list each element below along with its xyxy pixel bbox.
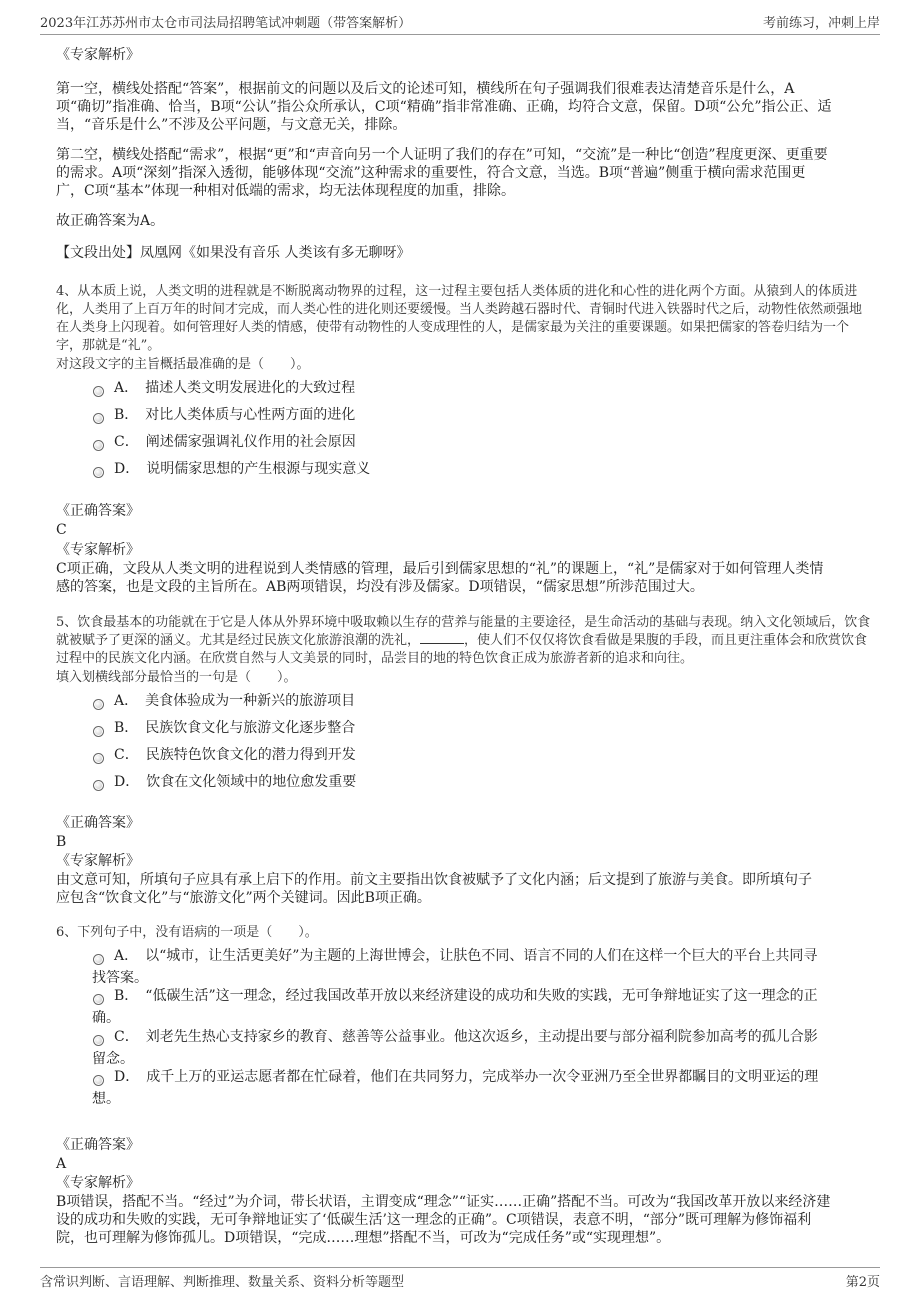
- option-b-label: B． 民族饮食文化与旅游文化逐步整合: [114, 720, 356, 736]
- question-text: 就被赋予了更深的涵义。尤其是经过民族文化旅游浪潮的洗礼，: [56, 633, 421, 648]
- question-text: 4、从本质上说，人类文明的进程就是不断脱离动物界的过程，这一过程主要包括人类体质的进化和心性的进化两个方面。从猿到人的体质进: [56, 284, 858, 299]
- header-title: 2023年江苏苏州市太仓市司法局招聘笔试冲刺题（带答案解析）: [40, 16, 412, 31]
- question-text-with-blank: [56, 631, 867, 650]
- expert-analysis-label: 《专家解析》: [56, 1175, 140, 1191]
- analysis-text: 院，也可理解为修饰孤儿。D项错误，“完成……理想”搭配不当，可改为“完成任务”或“实现理想”。: [56, 1230, 671, 1246]
- option-a-label: A． 美食体验成为一种新兴的旅游项目: [114, 693, 356, 709]
- correct-answer-value: A: [56, 1156, 67, 1172]
- correct-answer-label: 《正确答案》: [56, 815, 140, 831]
- expert-analysis-label: 《专家解析》: [56, 542, 140, 558]
- radio-option-a[interactable]: [93, 699, 104, 710]
- radio-option-d[interactable]: [93, 780, 104, 791]
- radio-option-c[interactable]: [93, 440, 104, 451]
- analysis-text: 的需求。A项“深刻”指深入透彻，能够体现“交流”这种需求的重要性，符合文意，当选。B项“普遍”侧重于横向需求范围更: [56, 165, 806, 181]
- option-b-label: B． “低碳生活”这一理念，经过我国改革开放以来经济建设的成功和失败的实践，无可争辩地证实了这一理念的正: [114, 988, 818, 1004]
- header-slogan: 考前练习，冲刺上岸: [762, 16, 880, 31]
- question-text: 5、饮食最基本的功能就在于它是人体从外界环境中吸取赖以生存的营养与能量的主要途径，是生命活动的基础与表现。纳入文化领域后，饮食: [56, 615, 871, 630]
- radio-option-c[interactable]: [93, 753, 104, 764]
- radio-option-d[interactable]: [93, 467, 104, 478]
- analysis-text: 当，“音乐是什么”不涉及公平问题，与文意无关，排除。: [56, 117, 407, 133]
- radio-option-b[interactable]: [93, 994, 104, 1005]
- footer-note: 含常识判断、言语理解、判断推理、数量关系、资料分析等题型: [40, 1275, 405, 1290]
- analysis-text: B项错误，搭配不当。“经过”为介词，带长状语，主谓变成“理念”“证实……正确”搭配不当。可改为“我国改革开放以来经济建: [56, 1194, 831, 1210]
- radio-option-b[interactable]: [93, 726, 104, 737]
- question-stem: 对这段文字的主旨概括最准确的是（ ）。: [56, 357, 310, 372]
- analysis-text: 应包含“饮食文化”与“旅游文化”两个关键词。因此B项正确。: [56, 890, 431, 906]
- analysis-text: C项正确，文段从人类文明的进程说到人类情感的管理，最后引到儒家思想的“礼”的课题上，“礼”是儒家对于如何管理人类情: [56, 561, 824, 577]
- option-b-label-cont: 确。: [92, 1010, 120, 1026]
- radio-option-a[interactable]: [93, 954, 104, 965]
- option-c-label: C． 刘老先生热心支持家乡的教育、慈善等公益事业。他这次返乡，主动提出要与部分福利院参加高考的孤儿合影: [114, 1029, 818, 1045]
- footer-divider: [40, 1267, 880, 1268]
- analysis-text: 设的成功和失败的实践，无可争辩地证实了‘低碳生活’这一理念的正确”。C项错误，表意不明，“部分”既可理解为修饰福利: [56, 1212, 812, 1228]
- source-text: 【文段出处】凤凰网《如果没有音乐 人类该有多无聊呀》: [56, 245, 411, 261]
- option-a-label: A． 描述人类文明发展进化的大致过程: [114, 380, 356, 396]
- option-d-label: D． 成千上万的亚运志愿者都在忙碌着，他们在共同努力，完成举办一次令亚洲乃至全世界都瞩目的文明亚运的理: [114, 1069, 819, 1085]
- correct-answer-label: 《正确答案》: [56, 1137, 140, 1153]
- fill-blank: [420, 631, 464, 644]
- option-a-label-cont: 找答案。: [92, 970, 148, 986]
- analysis-text: 第一空，横线处搭配“答案”，根据前文的问题以及后文的论述可知，横线所在句子强调我们很难表达清楚音乐是什么，A: [56, 81, 795, 97]
- option-c-label: C． 民族特色饮食文化的潜力得到开发: [114, 747, 356, 763]
- option-d-label: D． 饮食在文化领域中的地位愈发重要: [114, 774, 357, 790]
- conclusion-text: 故正确答案为A。: [56, 213, 165, 229]
- question-text: 在人类身上闪现着。如何管理好人类的情感，使带有动物性的人变成理性的人，是儒家最为关注的重要课题。如果把儒家的答卷归结为一个: [56, 320, 850, 335]
- header-divider: [40, 34, 880, 35]
- question-text: ，使人们不仅仅将饮食看做是果腹的手段，而且更注重体会和欣赏饮食: [464, 633, 868, 648]
- correct-answer-label: 《正确答案》: [56, 503, 140, 519]
- analysis-text: 感的答案，也是文段的主旨所在。AB两项错误，均没有涉及儒家。D项错误，“儒家思想”所涉范围过大。: [56, 579, 704, 595]
- correct-answer-value: C: [56, 522, 67, 538]
- question-stem: 填入划横线部分最恰当的一句是（ ）。: [56, 670, 297, 685]
- analysis-text: 由文意可知，所填句子应具有承上启下的作用。前文主要指出饮食被赋予了文化内涵；后文提到了旅游与美食。即所填句子: [56, 872, 812, 888]
- expert-analysis-label: 《专家解析》: [56, 47, 140, 63]
- correct-answer-value: B: [56, 834, 67, 850]
- analysis-text: 第二空，横线处搭配“需求”，根据“更”和“声音向另一个人证明了我们的存在”可知，“交流”是一种比“创造”程度更深、更重要: [56, 147, 828, 163]
- option-d-label-cont: 想。: [92, 1091, 120, 1107]
- option-c-label-cont: 留念。: [92, 1051, 134, 1067]
- option-a-label: A． 以“城市，让生活更美好”为主题的上海世博会，让肤色不同、语言不同的人们在这样一个巨大的平台上共同寻: [114, 948, 818, 964]
- radio-option-b[interactable]: [93, 413, 104, 424]
- option-d-label: D． 说明儒家思想的产生根源与现实意义: [114, 461, 371, 477]
- question-text: 化，人类用了上百万年的时间才完成，而人类心性的进化则还要缓慢。当人类跨越石器时代、青铜时代进入铁器时代之后，动物性依然顽强地: [56, 302, 863, 317]
- question-stem: 6、下列句子中，没有语病的一项是（ ）。: [56, 925, 318, 940]
- expert-analysis-label: 《专家解析》: [56, 853, 140, 869]
- analysis-text: 项“确切”指准确、恰当，B项“公认”指公众所承认，C项“精确”指非常准确、正确，均符合文意，保留。D项“公允”指公正、适: [56, 99, 832, 115]
- radio-option-c[interactable]: [93, 1035, 104, 1046]
- analysis-text: 广，C项“基本”体现一种相对低端的需求，均无法体现程度的加重，排除。: [56, 183, 516, 199]
- option-c-label: C． 阐述儒家强调礼仪作用的社会原因: [114, 434, 356, 450]
- radio-option-a[interactable]: [93, 386, 104, 397]
- radio-option-d[interactable]: [93, 1075, 104, 1086]
- question-text: 字，那就是“礼”。: [56, 338, 161, 353]
- option-b-label: B． 对比人类体质与心性两方面的进化: [114, 407, 356, 423]
- question-text: 过程中的民族文化内涵。在欣赏自然与人文美景的同时，品尝目的地的特色饮食正成为旅游者新的追求和向往。: [56, 651, 694, 666]
- page-number: 第2页: [845, 1275, 880, 1290]
